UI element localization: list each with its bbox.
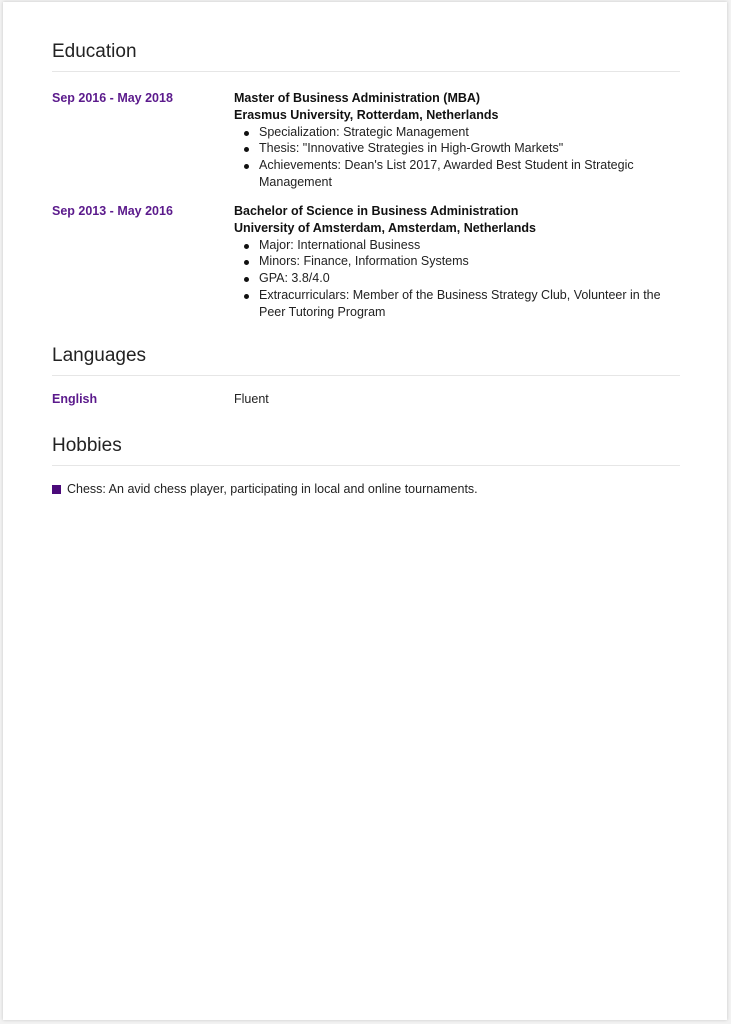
resume-page — [3, 2, 727, 1020]
hobbies-heading: Hobbies — [52, 435, 680, 466]
detail-item: Major: International Business — [259, 237, 674, 254]
detail-item: Specialization: Strategic Management — [259, 124, 674, 141]
language-level: Fluent — [234, 392, 269, 406]
education-details — [234, 237, 674, 321]
hobby-item — [52, 482, 478, 496]
degree: Bachelor of Science in Business Administration — [234, 204, 519, 218]
detail-item: Thesis: "Innovative Strategies in High-Growth Markets" — [259, 140, 674, 157]
education-body — [234, 90, 674, 191]
education-details — [234, 124, 674, 191]
education-heading: Education — [52, 41, 680, 72]
degree: Master of Business Administration (MBA) — [234, 91, 481, 105]
square-bullet-icon — [52, 485, 61, 494]
detail-item: Extracurriculars: Member of the Business Strategy Club, Volunteer in the Peer Tutoring Program — [259, 287, 674, 321]
institution: Erasmus University, Rotterdam, Netherlands — [234, 107, 499, 122]
languages-heading: Languages — [52, 345, 680, 376]
education-date: Sep 2013 - May 2016 — [52, 204, 173, 218]
hobby-text: Chess: An avid chess player, participating in local and online tournaments. — [67, 482, 478, 496]
institution: University of Amsterdam, Amsterdam, Netherlands — [234, 220, 536, 235]
detail-item: Achievements: Dean's List 2017, Awarded Best Student in Strategic Management — [259, 157, 674, 191]
education-date: Sep 2016 - May 2018 — [52, 91, 173, 105]
detail-item: GPA: 3.8/4.0 — [259, 270, 674, 287]
education-body — [234, 203, 674, 321]
language-name: English — [52, 392, 98, 406]
detail-item: Minors: Finance, Information Systems — [259, 253, 674, 270]
